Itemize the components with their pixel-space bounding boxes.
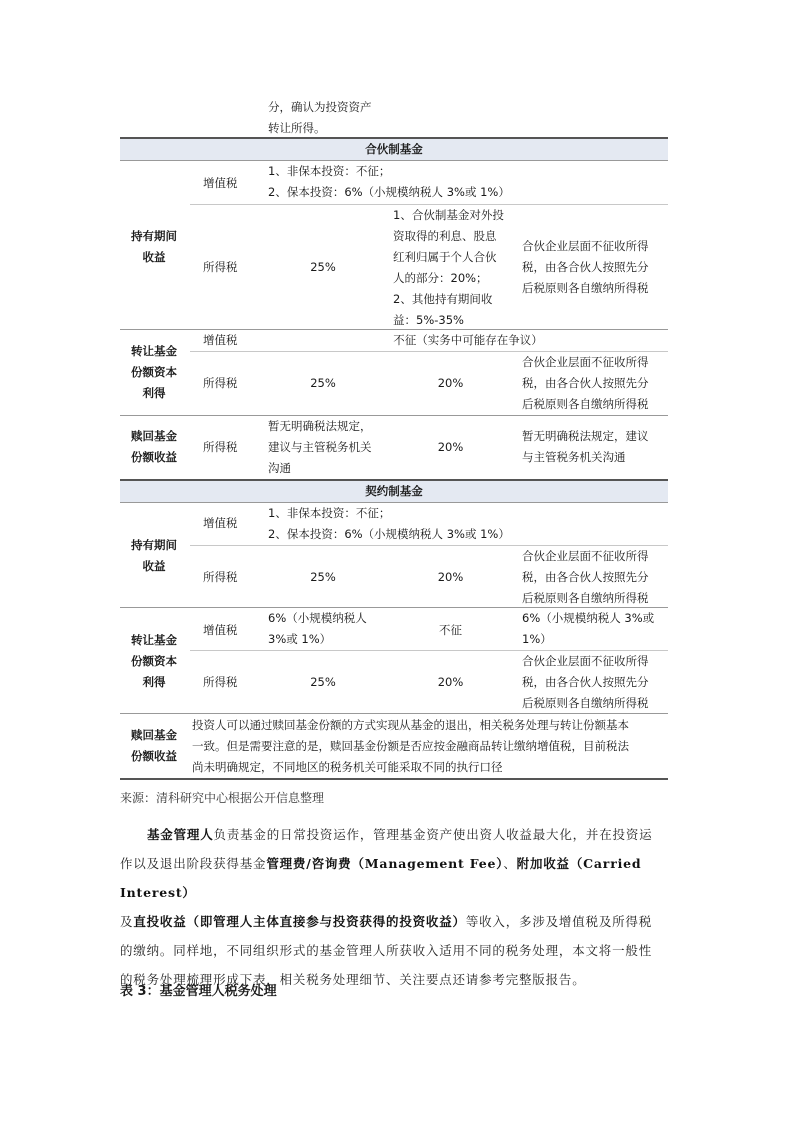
row-label-transfer: 转让基金 份额资本 利得 xyxy=(131,633,177,689)
rate-individual: 20% xyxy=(437,440,464,454)
paragraph-line: 的税务处理梳理形成下表，相关税务处理细节、关注要点还请参考完整版报告。 xyxy=(120,972,586,987)
tax-type-income: 所得税 xyxy=(203,440,238,454)
paragraph-line: 基金管理人负责基金的日常投资运作，管理基金资产使出资人收益最大化，并在投资运 xyxy=(147,827,653,842)
row-label-hold: 持有期间 收益 xyxy=(131,538,177,573)
vat-rate-individual: 不征 xyxy=(439,623,462,637)
vat-text: 1、非保本投资：不征； 2、保本投资：6%（小规模纳税人 3%或 1%） xyxy=(268,164,510,199)
rate-partnership: 合伙企业层面不征收所得 税，由各合伙人按照先分 后税原则各自缴纳所得税 xyxy=(522,654,649,710)
tax-type-income: 所得税 xyxy=(203,675,238,689)
tax-type-income: 所得税 xyxy=(203,260,238,274)
top-continuation: 分，确认为投资资产 转让所得。 xyxy=(268,100,372,135)
row-label-transfer: 转让基金 份额资本 利得 xyxy=(131,344,177,400)
row-label-redeem: 赎回基金 份额收益 xyxy=(131,429,177,464)
row-label-hold: 持有期间 收益 xyxy=(131,229,177,264)
section-header-contract: 契约制基金 xyxy=(365,484,423,498)
rate-partnership: 合伙企业层面不征收所得 税，由各合伙人按照先分 后税原则各自缴纳所得税 xyxy=(522,355,649,411)
table-rule xyxy=(120,415,668,416)
rate-individual: 20% xyxy=(437,376,464,390)
tax-type-vat: 增值税 xyxy=(203,623,238,637)
vat-text: 不征（实务中可能存在争议） xyxy=(393,333,543,347)
tax-type-vat: 增值税 xyxy=(203,176,238,190)
row-label-redeem: 赎回基金 份额收益 xyxy=(131,728,177,763)
rate-corporate: 25% xyxy=(310,376,336,390)
rate-individual: 20% xyxy=(437,570,464,584)
rate-corporate: 暂无明确税法规定， 建议与主管税务机关 沟通 xyxy=(268,419,372,475)
section-header-partnership: 合伙制基金 xyxy=(365,142,423,156)
paragraph-line: 及直投收益（即管理人主体直接参与投资获得的投资收益）等收入，多涉及增值税及所得税 xyxy=(120,914,653,929)
tax-type-vat: 增值税 xyxy=(203,333,238,347)
rate-individual: 20% xyxy=(437,675,464,689)
rate-partnership: 暂无明确税法规定，建议 与主管税务机关沟通 xyxy=(522,429,649,464)
tax-type-vat: 增值税 xyxy=(203,516,238,530)
paragraph-line: 的缴纳。同样地，不同组织形式的基金管理人所获收入适用不同的税务处理，本文将一般性 xyxy=(120,943,653,958)
table-rule xyxy=(120,713,668,714)
rate-corporate: 25% xyxy=(310,570,336,584)
table-rule xyxy=(120,778,668,780)
body-paragraph xyxy=(120,820,680,994)
vat-rate-partnership: 6%（小规模纳税人 3%或 1%） xyxy=(522,611,655,646)
rate-corporate: 25% xyxy=(310,675,336,689)
vat-text: 1、非保本投资：不征； 2、保本投资：6%（小规模纳税人 3%或 1%） xyxy=(268,506,510,541)
rate-individual: 1、合伙制基金对外投 资取得的利息、股息 红利归属于个人合伙 人的部分：20%； 2、其他持有期间收 益：5%-35% xyxy=(393,208,504,327)
tax-type-income: 所得税 xyxy=(203,570,238,584)
vat-rate-corporate: 6%（小规模纳税人 3%或 1%） xyxy=(268,611,367,646)
source-note: 来源：清科研究中心根据公开信息整理 xyxy=(120,791,325,805)
redeem-note: 投资人可以通过赎回基金份额的方式实现从基金的退出，相关税务处理与转让份额基本 一致。但是需要注意的是，赎回基金份额是否应按金融商品转让缴纳增值税，目前税法 尚未明确规定，不同地区的税务机关可能采取不同的执行口径 xyxy=(192,718,629,774)
tax-type-income: 所得税 xyxy=(203,376,238,390)
rate-partnership: 合伙企业层面不征收所得 税，由各合伙人按照先分 后税原则各自缴纳所得税 xyxy=(522,239,649,295)
rate-partnership: 合伙企业层面不征收所得 税，由各合伙人按照先分 后税原则各自缴纳所得税 xyxy=(522,549,649,605)
table-title: 表 3：基金管理人税务处理 xyxy=(120,984,277,999)
paragraph-line: 作以及退出阶段获得基金管理费/咨询费（Management Fee）、附加收益（Carried Interest） xyxy=(120,856,642,900)
rate-corporate: 25% xyxy=(310,260,336,274)
